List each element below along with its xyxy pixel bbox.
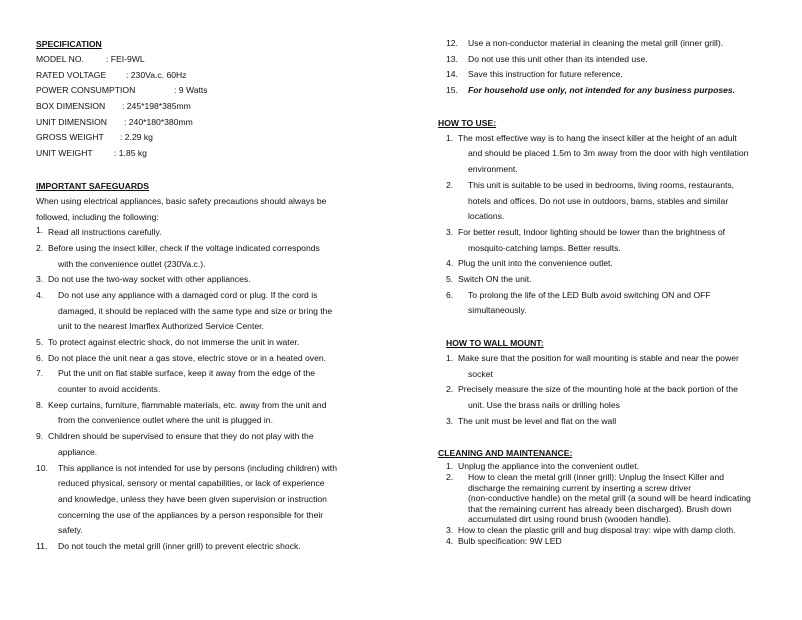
item-number: 15. <box>446 85 458 96</box>
list-item <box>438 272 766 288</box>
list-item <box>36 351 356 367</box>
item-number: 1. <box>446 132 454 143</box>
item-number: 1. <box>446 461 454 472</box>
right-column <box>438 36 766 546</box>
item-line: Unplug the appliance into the convenient outlet. <box>458 461 640 472</box>
item-number: 5. <box>36 337 44 347</box>
item-line: Precisely measure the size of the mounting hole at the back portion of the <box>458 384 738 395</box>
item-line: Switch ON the unit. <box>458 273 532 284</box>
item-line: locations. <box>468 211 505 222</box>
item-line: Read all instructions carefully. <box>48 227 162 238</box>
item-line: concerning the use of the appliances by a person responsible for their <box>58 509 324 520</box>
item-line: Do not use this unit other than its intended use. <box>468 53 648 64</box>
list-item <box>438 83 766 99</box>
item-line: (non-conductive handle) on the metal grill (a sound will be heard indicating <box>468 493 751 504</box>
item-line: To prolong the life of the LED Bulb avoid switching ON and OFF <box>468 289 711 300</box>
item-line: reduced physical, sensory or mental capabilities, or lack of experience <box>58 478 325 489</box>
safeguards-intro-line: followed, including the following: <box>36 211 159 222</box>
item-line: Do not place the unit near a gas stove, electric stove or in a heated oven. <box>48 352 327 363</box>
item-line: How to clean the plastic grill and bug disposal tray: wipe with damp cloth. <box>458 525 736 535</box>
item-number: 3. <box>446 226 454 237</box>
list-item <box>36 272 356 288</box>
item-line: To protect against electric shock, do not immerse the unit in water. <box>48 337 300 347</box>
item-line: hotels and offices. Do not use in outdoors, barns, stables and similar <box>468 195 729 206</box>
list-item <box>438 67 766 83</box>
list-item <box>438 382 766 413</box>
item-number: 5. <box>446 273 454 284</box>
list-item <box>36 288 356 335</box>
item-line: damaged, it should be replaced with the same type and size or bring the <box>58 305 333 316</box>
list-item <box>438 225 766 256</box>
list-item <box>438 256 766 272</box>
spec-label: BOX DIMENSION <box>36 101 106 112</box>
item-line: unit. Use the brass nails or drilling holes <box>468 400 620 411</box>
spec-label: RATED VOLTAGE <box>36 69 107 80</box>
item-line: How to clean the metal grill (inner grill): Unplug the Insect Killer and <box>468 472 725 483</box>
item-number: 4. <box>446 535 454 546</box>
item-number: 10. <box>36 462 48 473</box>
list-item <box>438 36 766 52</box>
cleaning-heading: CLEANING AND MAINTENANCE: <box>438 448 573 459</box>
item-number: 14. <box>446 69 458 80</box>
list-item <box>446 472 766 525</box>
item-line: unit to the nearest Imarflex Authorized Service Center. <box>58 321 264 332</box>
item-line: environment. <box>468 164 518 175</box>
item-line: This unit is suitable to be used in bedrooms, living rooms, restaurants, <box>468 179 735 190</box>
list-item <box>36 225 356 241</box>
item-number: 3. <box>36 274 44 285</box>
safeguards-heading: IMPORTANT SAFEGUARDS <box>36 180 149 191</box>
item-line: discharge the remaining current by inserting a screw driver <box>468 482 692 493</box>
item-number: 2. <box>36 242 44 253</box>
item-line: accumulated dirt using round brush (wooden handle). <box>468 514 672 525</box>
spec-row <box>36 83 356 99</box>
item-line: Do not use any appliance with a damaged cord or plug. If the cord is <box>58 289 318 300</box>
list-item <box>36 241 356 272</box>
item-line: Plug the unit into the convenience outlet. <box>458 258 613 269</box>
wall-mount-heading: HOW TO WALL MOUNT: <box>446 338 544 348</box>
item-number: 3. <box>446 415 454 426</box>
item-number: 8. <box>36 399 44 410</box>
list-item <box>446 461 766 472</box>
spec-value: : 2.29 kg <box>120 132 153 143</box>
item-number: 2. <box>446 472 454 483</box>
item-line: Children should be supervised to ensure that they do not play with the <box>48 431 314 442</box>
spec-label: POWER CONSUMPTION <box>36 85 136 96</box>
item-line: safety. <box>58 525 83 536</box>
item-line: and should be placed 1.5m to 3m away from the door with high ventilation <box>468 148 749 159</box>
spec-label: MODEL NO. <box>36 54 84 64</box>
item-number: 4. <box>446 258 454 269</box>
item-line: counter to avoid accidents. <box>58 384 161 395</box>
item-line: and knowledge, unless they have been given supervision or instruction <box>58 493 327 504</box>
list-item <box>36 429 356 460</box>
item-line: Before using the insect killer, check if the voltage indicated corresponds <box>48 242 320 253</box>
item-number: 1. <box>36 225 44 236</box>
list-item <box>438 288 766 319</box>
spec-row <box>36 99 356 115</box>
item-number: 3. <box>446 525 454 535</box>
how-to-use-heading: HOW TO USE: <box>438 117 497 128</box>
spec-value: : 9 Watts <box>174 85 208 96</box>
item-number: 2. <box>446 179 454 190</box>
item-line: The most effective way is to hang the insect killer at the height of an adult <box>458 132 737 143</box>
item-number: 7. <box>36 368 44 379</box>
item-number: 9. <box>36 431 44 442</box>
item-line: Make sure that the position for wall mounting is stable and near the power <box>458 353 739 363</box>
spec-row <box>36 146 356 162</box>
item-line: with the convenience outlet (230Va.c.). <box>58 258 206 269</box>
list-item <box>446 525 766 536</box>
safeguards-intro-line: When using electrical appliances, basic safety precautions should always be <box>36 195 327 206</box>
item-number: 4. <box>36 289 44 300</box>
item-line: Use a non-conductor material in cleaning the metal grill (inner grill). <box>468 38 724 48</box>
item-line: Bulb specification: 9W LED <box>458 535 562 546</box>
cleaning-list <box>438 461 766 546</box>
list-item <box>36 366 356 397</box>
item-number: 1. <box>446 353 454 363</box>
list-item <box>36 461 356 539</box>
specification-heading: SPECIFICATION <box>36 39 102 49</box>
item-number: 2. <box>446 384 454 395</box>
list-item <box>438 414 766 430</box>
item-line: Save this instruction for future reference. <box>468 69 623 80</box>
list-item <box>36 335 356 351</box>
item-number: 6. <box>446 289 454 300</box>
spec-value: : 245*198*385mm <box>122 101 191 112</box>
item-line: The unit must be level and flat on the wall <box>458 415 617 426</box>
list-item <box>36 539 356 555</box>
item-line: simultaneously. <box>468 305 527 316</box>
list-item <box>438 351 766 382</box>
item-line: For better result, Indoor lighting should be lower than the brightness of <box>458 226 726 237</box>
left-column <box>36 36 356 555</box>
item-line: Keep curtains, furniture, flammable materials, etc. away from the unit and <box>48 399 327 410</box>
list-item <box>438 131 766 178</box>
item-number: 6. <box>36 352 44 363</box>
list-item <box>36 398 356 429</box>
spec-value: : 240*180*380mm <box>124 116 193 127</box>
item-line: Do not touch the metal grill (inner grill) to prevent electric shock. <box>58 540 301 551</box>
item-line: Do not use the two-way socket with other appliances. <box>48 274 251 285</box>
spec-row <box>36 68 356 84</box>
item-line: For household use only, not intended for any business purposes. <box>468 85 736 96</box>
spec-label: GROSS WEIGHT <box>36 132 104 143</box>
item-line: This appliance is not intended for use by persons (including children) with <box>58 462 337 473</box>
spec-value: : FEI-9WL <box>106 54 145 64</box>
item-line: from the convenience outlet where the unit is plugged in. <box>58 415 273 426</box>
item-line: that the remaining current has already been discharged). Brush down <box>468 503 732 514</box>
item-line: mosquito-catching lamps. Better results. <box>468 242 621 253</box>
spec-row <box>36 52 356 68</box>
spec-value: : 230Va.c. 60Hz <box>126 69 187 80</box>
item-line: Put the unit on flat stable surface, keep it away from the edge of the <box>58 368 316 379</box>
item-number: 12. <box>446 38 458 48</box>
item-number: 13. <box>446 53 458 64</box>
specification-table <box>36 52 356 162</box>
spec-row <box>36 130 356 146</box>
spec-value: : 1.85 kg <box>114 148 147 159</box>
spec-row <box>36 115 356 131</box>
list-item <box>438 52 766 68</box>
item-line: appliance. <box>58 446 98 457</box>
spec-label: UNIT WEIGHT <box>36 148 93 159</box>
spec-label: UNIT DIMENSION <box>36 116 107 127</box>
item-number: 11. <box>36 540 48 551</box>
list-item <box>438 178 766 225</box>
item-line: socket <box>468 368 493 379</box>
list-item <box>446 536 766 547</box>
